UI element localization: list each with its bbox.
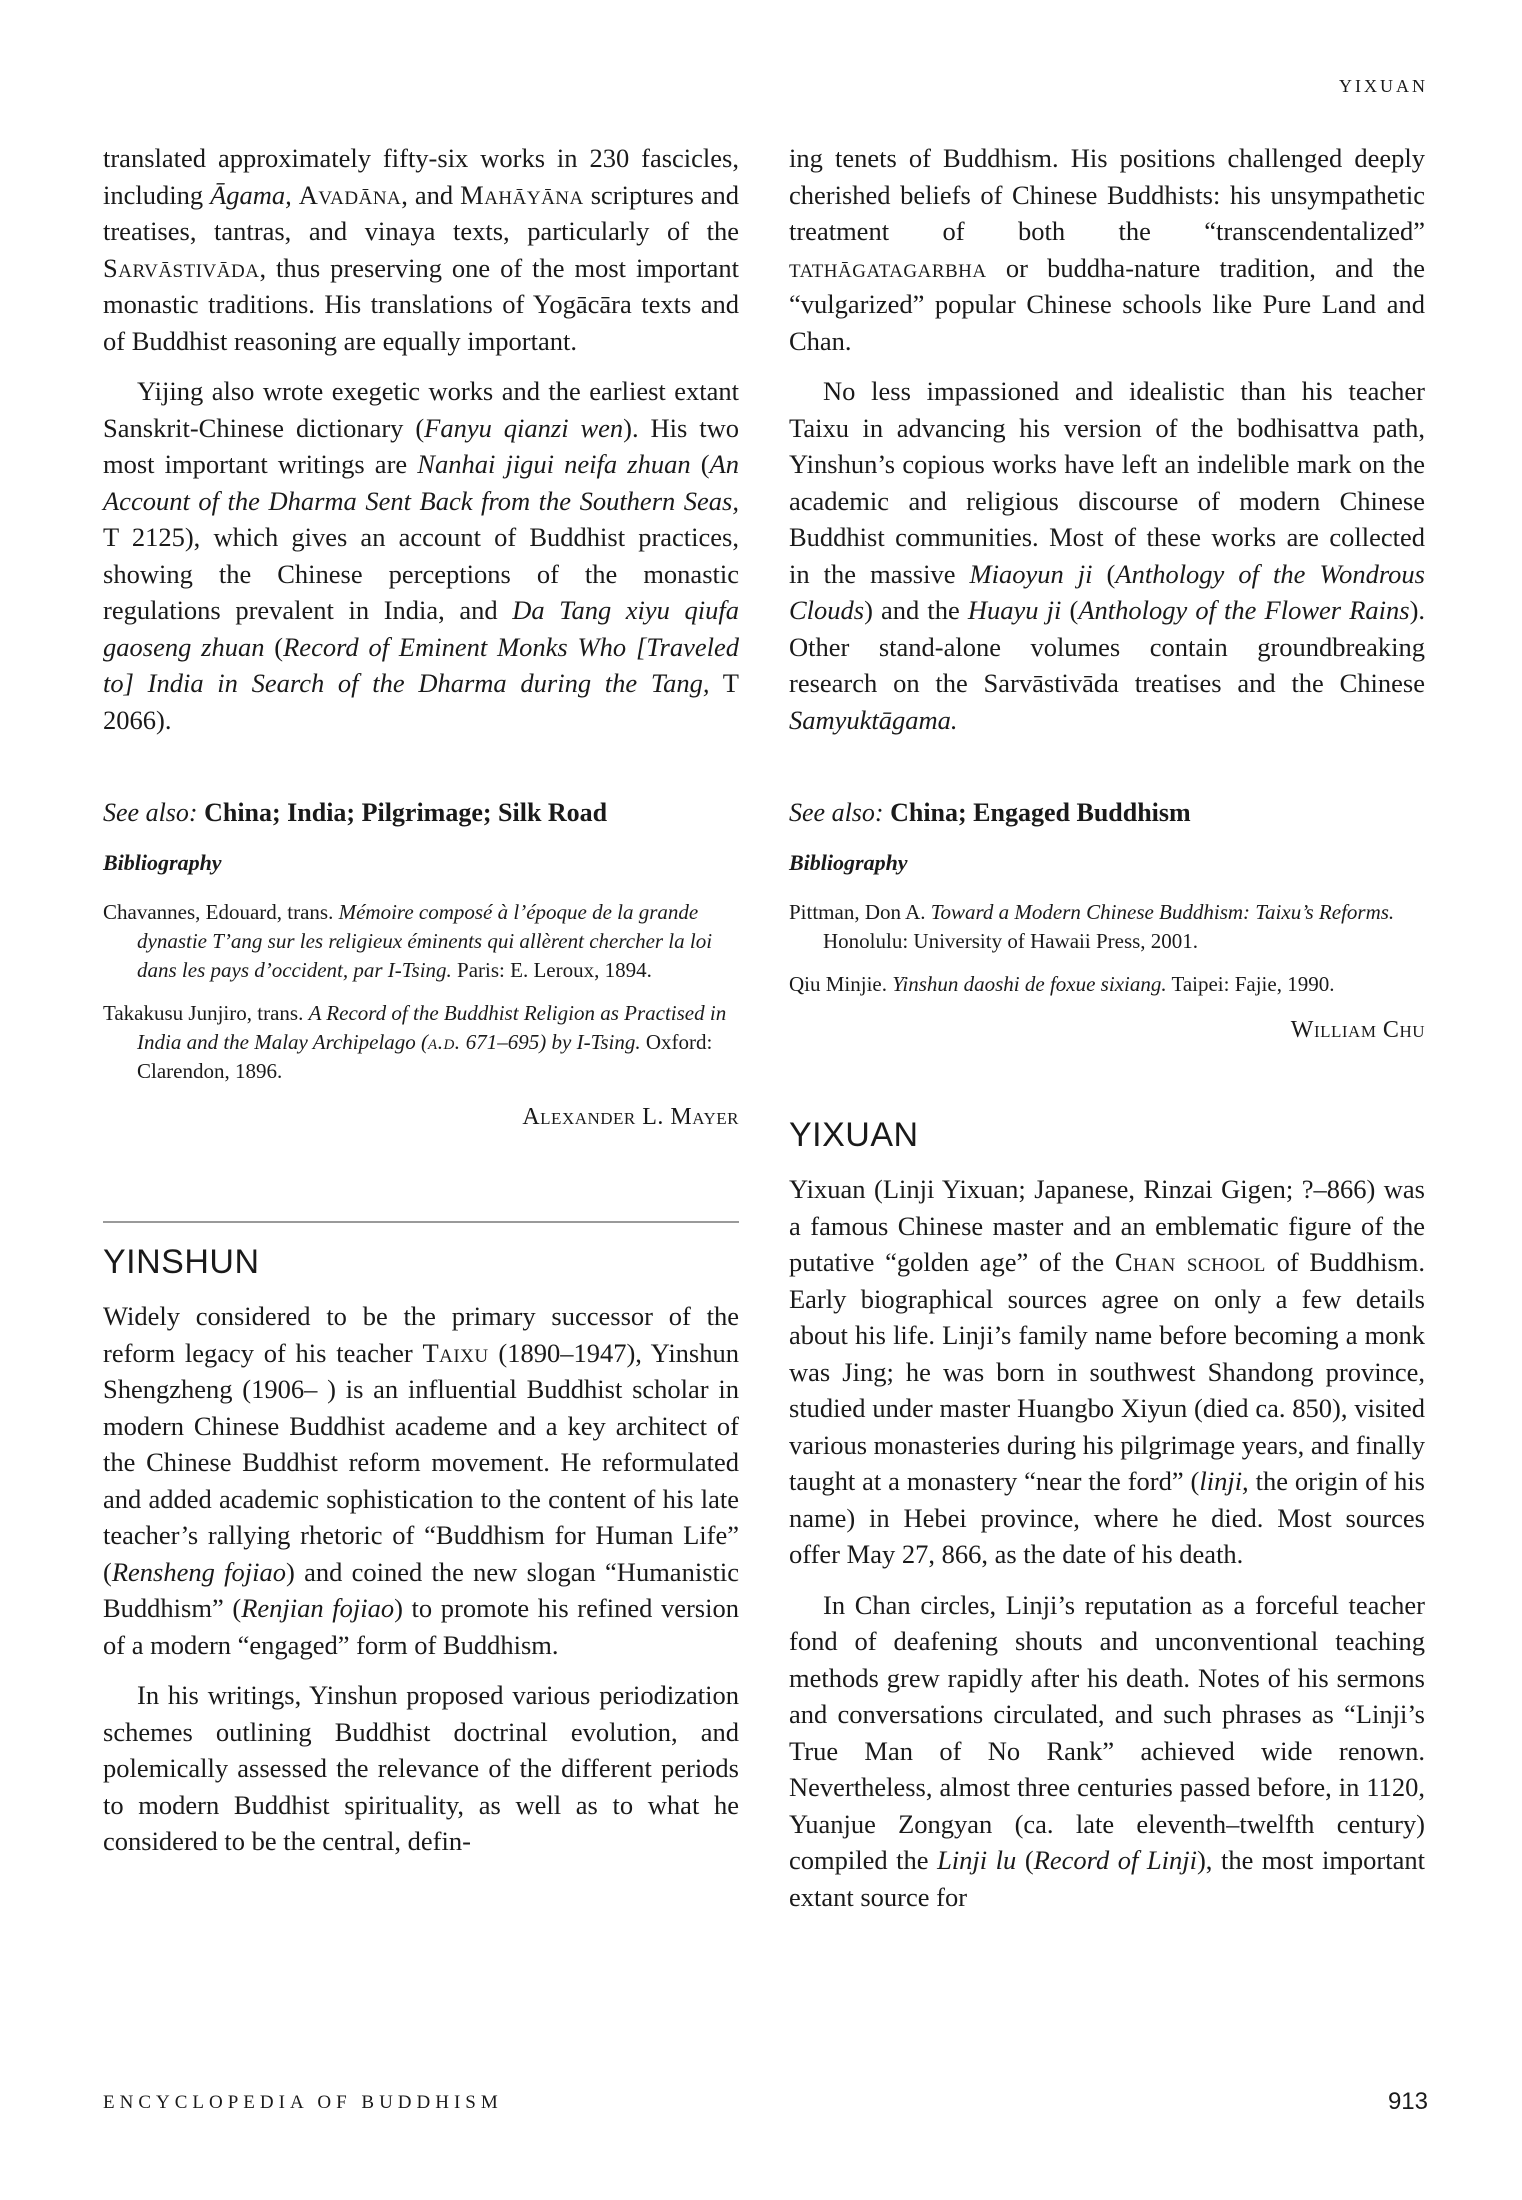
emphasis: Rensheng fojiao [111, 1556, 286, 1587]
left-paragraph-1: translated approximately fifty-six works in 230 fascicles, including Āgama, Avadāna, and Mahāyāna scriptures and treatises, tantras, and vinaya texts, particularly of the Sarvāstivāda, thus preserving one of the most important monastic traditions. His translations of Yogācāra texts and of Buddhist reasoning are equally important. [103, 143, 739, 356]
bibliography-entry: Qiu Minjie. Yinshun daoshi de foxue sixiang. Taipei: Fajie, 1990. [789, 972, 1335, 996]
footer-book-title: ENCYCLOPEDIA OF BUDDHISM [103, 2092, 503, 2113]
bibliography-entry: Chavannes, Edouard, trans. Mémoire composé à l’époque de la grande dynastie T’ang sur les religieux éminents qui allèrent chercher la loi dans les pays d’occident, par I-Tsing. Paris: E. Leroux, 1894. [103, 900, 713, 982]
emphasis: Samyuktāgama. [789, 704, 958, 735]
emphasis: Anthology of the Flower Rains [1078, 595, 1410, 625]
bibliography-entry: Takakusu Junjiro, trans. A Record of the Buddhist Religion as Practised in India and the Malay Archipelago (a.d. 671–695) by I-Tsing. Oxford: Clarendon, 1896. [103, 1001, 727, 1083]
bibliography-heading: Bibliography [789, 850, 908, 875]
see-also-yijing [103, 796, 739, 830]
emphasis: linji, [1199, 1466, 1249, 1496]
emphasis: Nanhai jigui neifa zhuan [417, 449, 691, 479]
emphasis: Toward a Modern Chinese Buddhism: Taixu’s Reforms. [930, 900, 1395, 924]
emphasis: Record of Linji [1033, 1845, 1197, 1875]
cross-reference: tathāgatagarbha [789, 252, 987, 283]
see-also-yinshun [789, 796, 1425, 830]
author-signature: William Chu [1290, 1017, 1425, 1043]
right-paragraph-3: Yixuan (Linji Yixuan; Japanese, Rinzai Gigen; ?–866) was a famous Chinese master and an emblematic figure of the putative “golden age” of the Chan school of Buddhism. Early biographical sources agree on only a few details about his life. Linji’s family name before becoming a monk was Jing; he was born in southwest Shandong province, studied under master Huangbo Xiyun (died ca. 850), visited various monasteries during his pilgrimage years, and finally taught at a monastery “near the ford” (linji, the origin of his name) in Hebei province, where he died. Most sources offer May 27, 866, as the date of his death. [789, 1174, 1426, 1569]
right-paragraph-1: ing tenets of Buddhism. His positions challenged deeply cherished beliefs of Chinese Buddhists: his unsympathetic treatment of both the “transcendentalized” tathāgatagarbha or buddha-nature tradition, and the “vulgarized” popular Chinese schools like Pure Land and Chan. [789, 143, 1425, 356]
left-paragraph-3: Widely considered to be the primary successor of the reform legacy of his teacher Taixu (1890–1947), Yinshun Shengzheng (1906– ) is an influential Buddhist scholar in modern Chinese Buddhist academe and a key architect of the Chinese Buddhist reform movement. He reformulated and added academic sophistication to the content of his late teacher’s rallying rhetoric of “Buddhism for Human Life” (Rensheng fojiao) and coined the new slogan “Humanistic Buddhism” (Renjian fojiao) to promote his refined version of a modern “engaged” form of Buddhism. [103, 1301, 739, 1660]
see-also-links[interactable]: China; India; Pilgrimage; Silk Road [204, 798, 608, 827]
right-column [789, 140, 1425, 1929]
left-column [103, 140, 739, 1874]
emphasis: An Account of the Dharma Sent Back from the Southern Seas, [103, 449, 739, 516]
bibliography-entry: Pittman, Don A. Toward a Modern Chinese Buddhism: Taixu’s Reforms. Honolulu: University of Hawaii Press, 2001. [789, 900, 1395, 953]
right-paragraph-2: No less impassioned and idealistic than his teacher Taixu in advancing his version of the bodhisattva path, Yinshun’s copious works have left an indelible mark on the academic and religious discourse of modern Chinese Buddhist communities. Most of these works are collected in the massive Miaoyun ji (Anthology of the Wondrous Clouds) and the Huayu ji (Anthology of the Flower Rains). Other stand-alone volumes contain groundbreaking research on the Sarvāstivāda treatises and the Chinese Samyuktāgama. [789, 376, 1426, 735]
cross-reference: Chan school [1114, 1247, 1266, 1277]
emphasis: Da Tang xiyu qiufa gaoseng zhuan [103, 595, 739, 662]
cross-reference: Mahāyāna [460, 179, 584, 210]
page-number: 913 [1387, 2088, 1428, 2115]
emphasis: Huayu ji [967, 595, 1062, 625]
bibliography-heading: Bibliography [103, 850, 222, 875]
cross-reference: Sarvāstivāda [103, 252, 260, 283]
see-also-links[interactable]: China; Engaged Buddhism [890, 798, 1191, 827]
left-paragraph-4: In his writings, Yinshun proposed various periodization schemes outlining Buddhist doctrinal evolution, and polemically assessed the relevance of the different periods to modern Buddhist spirituality, as well as to what he considered to be the central, defin- [103, 1680, 739, 1856]
emphasis: Anthology of the Wondrous Clouds [789, 558, 1425, 625]
see-also-label: See also: [103, 798, 198, 827]
emphasis: A Record of the Buddhist Religion as Practised in India and the Malay Archipelago ( [137, 1001, 727, 1054]
emphasis: Āgama, [210, 179, 292, 210]
running-head: YIXUAN [1339, 76, 1428, 96]
emphasis: Yinshun daoshi de foxue sixiang. [892, 972, 1167, 996]
right-paragraph-4: In Chan circles, Linji’s reputation as a forceful teacher fond of deafening shouts and unconventional teaching methods grew rapidly after his death. Notes of his sermons and conversations circulated, and such phrases as “Linji’s True Man of No Rank” achieved wide renown. Nevertheless, almost three centuries passed before, in 1120, Yuanjue Zongyan (ca. late eleventh–twelfth century) compiled the Linji lu (Record of Linji), the most important extant source for [789, 1589, 1425, 1912]
emphasis: 671–695) by I-Tsing. [460, 1030, 641, 1054]
left-paragraph-2: Yijing also wrote exegetic works and the earliest extant Sanskrit-Chinese dictionary (Fanyu qianzi wen). His two most important writings are Nanhai jigui neifa zhuan (An Account of the Dharma Sent Back from the Southern Seas, T 2125), which gives an account of Buddhist practices, showing the Chinese perceptions of the monastic regulations prevalent in India, and Da Tang xiyu qiufa gaoseng zhuan (Record of Eminent Monks Who [Traveled to] India in Search of the Dharma during the Tang, T 2066). [103, 376, 739, 735]
emphasis: Mémoire composé à l’époque de la grande dynastie T’ang sur les religieux éminents qui allèrent chercher la loi dans les pays d’occident, par I-Tsing. [137, 900, 713, 982]
see-also-label: See also: [789, 798, 884, 827]
emphasis: Renjian fojiao [241, 1593, 395, 1623]
cross-reference: Taixu [422, 1337, 489, 1368]
emphasis: a.d. [428, 1030, 461, 1054]
emphasis: Fanyu qianzi wen [424, 412, 624, 443]
entry-title-yinshun: YINSHUN [103, 1243, 260, 1281]
entry-title-yixuan: YIXUAN [789, 1116, 919, 1154]
author-signature: Alexander L. Mayer [522, 1104, 739, 1130]
cross-reference: Avadāna [298, 179, 402, 210]
emphasis: Record of Eminent Monks Who [Traveled to] India in Search of the Dharma during the Tang, [103, 631, 739, 698]
emphasis: Miaoyun ji [969, 558, 1093, 589]
entry-divider [103, 1221, 739, 1223]
emphasis: Linji lu [937, 1845, 1017, 1875]
